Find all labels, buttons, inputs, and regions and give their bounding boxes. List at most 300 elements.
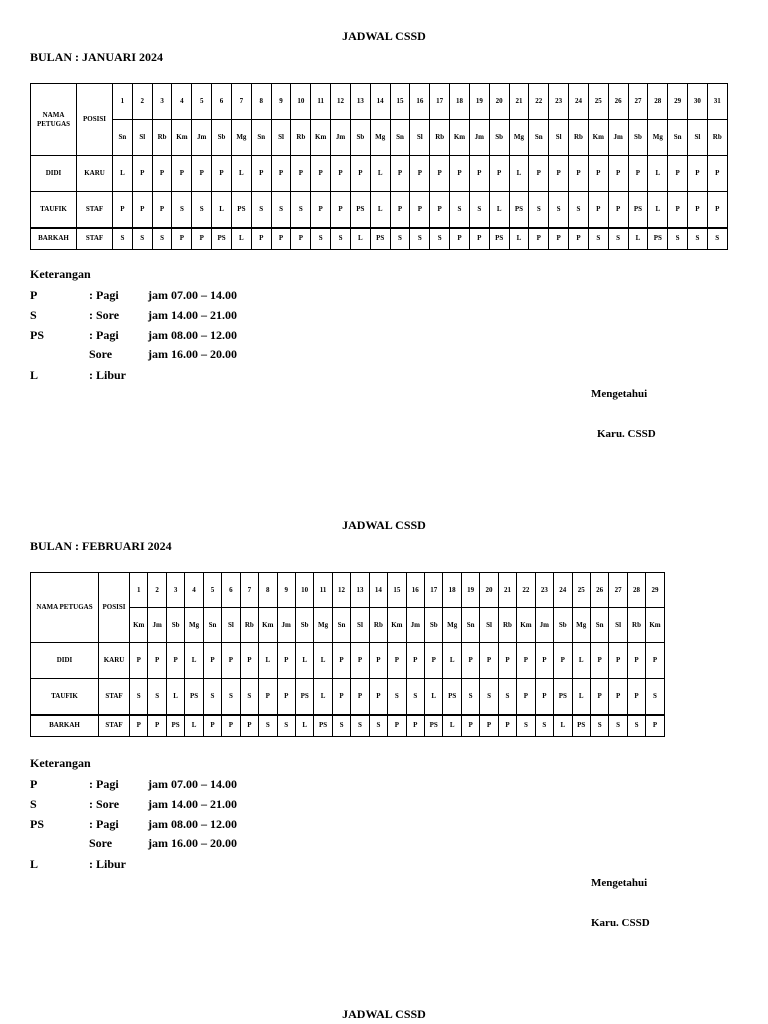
shift-cell: L xyxy=(443,643,461,679)
date-cell: 11 xyxy=(311,84,331,120)
shift-cell: P xyxy=(406,643,424,679)
date-cell: 26 xyxy=(590,573,608,608)
shift-cell: P xyxy=(627,643,645,679)
weekday-cell: Rb xyxy=(707,120,727,156)
shift-cell: S xyxy=(707,228,727,250)
date-cell: 20 xyxy=(489,84,509,120)
shift-cell: P xyxy=(469,156,489,192)
weekday-cell: Km xyxy=(450,120,470,156)
weekday-cell: Sl xyxy=(222,608,240,643)
page-title: JADWAL CSSD xyxy=(342,518,426,532)
weekday-cell: Sn xyxy=(251,120,271,156)
table-row xyxy=(31,643,665,679)
shift-cell: S xyxy=(590,715,608,737)
shift-cell: P xyxy=(410,156,430,192)
shift-cell: L xyxy=(509,228,529,250)
legend: Keterangan P : Pagi jam 07.00 – 14.00 S : Sore jam 14.00 – 21.00 PS : Pagi jam 08.00 – 12.00 Sore jam 16.00 – 20.00 L : Libur xyxy=(30,267,237,382)
staff-position: STAF xyxy=(99,715,130,737)
shift-cell: P xyxy=(291,156,311,192)
date-cell: 29 xyxy=(646,573,664,608)
shift-cell: P xyxy=(569,228,589,250)
table-row xyxy=(31,228,728,250)
shift-cell: S xyxy=(148,679,166,715)
shift-cell: L xyxy=(443,715,461,737)
shift-cell: P xyxy=(590,679,608,715)
shift-cell: S xyxy=(271,192,291,228)
shift-cell: PS xyxy=(314,715,332,737)
shift-cell: PS xyxy=(628,192,648,228)
page-title: JADWAL CSSD xyxy=(342,1007,426,1021)
shift-cell: S xyxy=(251,192,271,228)
date-cell: 16 xyxy=(410,84,430,120)
signature-acknowledge: Mengetahui xyxy=(591,877,648,889)
date-cell: 17 xyxy=(425,573,443,608)
shift-cell: P xyxy=(450,156,470,192)
weekday-cell: Rb xyxy=(498,608,516,643)
shift-cell: P xyxy=(166,643,184,679)
legend: Keterangan P : Pagi jam 07.00 – 14.00 S : Sore jam 14.00 – 21.00 PS : Pagi jam 08.00 – 12.00 Sore jam 16.00 – 20.00 L : Libur xyxy=(30,756,237,871)
shift-cell: S xyxy=(351,715,369,737)
weekday-cell: Sb xyxy=(166,608,184,643)
weekday-cell: Mg xyxy=(314,608,332,643)
date-cell: 12 xyxy=(331,84,351,120)
shift-cell: PS xyxy=(443,679,461,715)
shift-cell: P xyxy=(277,643,295,679)
shift-cell: P xyxy=(388,715,406,737)
shift-cell: P xyxy=(410,192,430,228)
shift-cell: L xyxy=(572,643,590,679)
page-title: JADWAL CSSD xyxy=(342,29,426,43)
shift-cell: P xyxy=(461,715,479,737)
weekday-cell: Sl xyxy=(688,120,708,156)
weekday-cell: Sn xyxy=(529,120,549,156)
shift-cell: P xyxy=(688,156,708,192)
shift-cell: P xyxy=(529,228,549,250)
shift-cell: S xyxy=(222,679,240,715)
shift-cell: P xyxy=(628,156,648,192)
weekday-cell: Rb xyxy=(430,120,450,156)
shift-cell: P xyxy=(192,228,212,250)
weekday-cell: Rb xyxy=(291,120,311,156)
shift-cell: L xyxy=(425,679,443,715)
shift-cell: S xyxy=(627,715,645,737)
date-cell: 10 xyxy=(291,84,311,120)
shift-cell: L xyxy=(212,192,232,228)
date-cell: 29 xyxy=(668,84,688,120)
month-label: BULAN : FEBRUARI 2024 xyxy=(30,539,172,553)
shift-cell: P xyxy=(332,679,350,715)
shift-cell: S xyxy=(498,679,516,715)
shift-cell: P xyxy=(549,156,569,192)
weekday-cell: Sl xyxy=(351,608,369,643)
shift-cell: S xyxy=(113,228,133,250)
staff-name: TAUFIK xyxy=(31,679,99,715)
weekday-cell: Rb xyxy=(627,608,645,643)
shift-cell: P xyxy=(240,715,258,737)
signature-role: Karu. CSSD xyxy=(591,917,650,929)
shift-cell: PS xyxy=(295,679,313,715)
date-cell: 6 xyxy=(212,84,232,120)
signature-acknowledge: Mengetahui xyxy=(591,388,648,400)
date-cell: 6 xyxy=(222,573,240,608)
shift-cell: PS xyxy=(212,228,232,250)
legend-heading: Keterangan xyxy=(30,267,91,281)
weekday-cell: Mg xyxy=(648,120,668,156)
date-cell: 7 xyxy=(240,573,258,608)
shift-cell: PS xyxy=(166,715,184,737)
date-cell: 7 xyxy=(231,84,251,120)
shift-cell: L xyxy=(314,643,332,679)
weekday-cell: Km xyxy=(388,608,406,643)
shift-cell: P xyxy=(203,643,221,679)
shift-cell: PS xyxy=(350,192,370,228)
staff-position: KARU xyxy=(99,643,130,679)
shift-cell: S xyxy=(480,679,498,715)
shift-cell: P xyxy=(588,192,608,228)
weekday-cell: Mg xyxy=(231,120,251,156)
weekday-cell: Sb xyxy=(425,608,443,643)
weekday-cell: Sn xyxy=(461,608,479,643)
shift-cell: S xyxy=(332,715,350,737)
date-cell: 26 xyxy=(608,84,628,120)
shift-cell: P xyxy=(469,228,489,250)
weekday-cell: Km xyxy=(311,120,331,156)
shift-cell: P xyxy=(517,679,535,715)
date-cell: 2 xyxy=(148,573,166,608)
date-cell: 3 xyxy=(152,84,172,120)
weekday-cell: Mg xyxy=(509,120,529,156)
weekday-cell: Km xyxy=(130,608,148,643)
staff-position: STAF xyxy=(77,192,113,228)
shift-cell: P xyxy=(480,715,498,737)
shift-cell: L xyxy=(113,156,133,192)
weekday-cell: Mg xyxy=(185,608,203,643)
shift-cell: P xyxy=(707,192,727,228)
shift-cell: P xyxy=(113,192,133,228)
shift-cell: P xyxy=(332,643,350,679)
shift-cell: S xyxy=(410,228,430,250)
weekday-cell: Sl xyxy=(609,608,627,643)
shift-cell: P xyxy=(130,715,148,737)
shift-cell: P xyxy=(569,156,589,192)
shift-cell: L xyxy=(231,156,251,192)
date-cell: 28 xyxy=(627,573,645,608)
shift-cell: P xyxy=(535,643,553,679)
shift-cell: P xyxy=(549,228,569,250)
table-row xyxy=(31,679,665,715)
date-cell: 13 xyxy=(350,84,370,120)
shift-cell: L xyxy=(295,715,313,737)
shift-cell: P xyxy=(350,156,370,192)
shift-cell: S xyxy=(203,679,221,715)
shift-cell: P xyxy=(351,679,369,715)
staff-position: STAF xyxy=(99,679,130,715)
shift-cell: S xyxy=(450,192,470,228)
shift-cell: P xyxy=(148,715,166,737)
shift-cell: PS xyxy=(425,715,443,737)
shift-cell: P xyxy=(203,715,221,737)
weekday-cell: Sb xyxy=(554,608,572,643)
shift-cell: PS xyxy=(509,192,529,228)
shift-cell: L xyxy=(370,192,390,228)
shift-cell: L xyxy=(370,156,390,192)
date-cell: 2 xyxy=(132,84,152,120)
shift-cell: P xyxy=(430,156,450,192)
shift-cell: P xyxy=(331,192,351,228)
shift-cell: S xyxy=(277,715,295,737)
shift-cell: P xyxy=(608,192,628,228)
shift-cell: L xyxy=(231,228,251,250)
date-cell: 5 xyxy=(192,84,212,120)
staff-name: DIDI xyxy=(31,156,77,192)
header-position: POSISI xyxy=(99,573,130,643)
date-cell: 21 xyxy=(498,573,516,608)
shift-cell: S xyxy=(569,192,589,228)
shift-cell: P xyxy=(608,156,628,192)
weekday-cell: Sl xyxy=(271,120,291,156)
shift-cell: P xyxy=(588,156,608,192)
date-cell: 13 xyxy=(351,573,369,608)
staff-name: BARKAH xyxy=(31,228,77,250)
date-cell: 15 xyxy=(390,84,410,120)
shift-cell: P xyxy=(390,192,410,228)
weekday-cell: Sn xyxy=(113,120,133,156)
shift-cell: S xyxy=(369,715,387,737)
shift-cell: L xyxy=(350,228,370,250)
date-cell: 3 xyxy=(166,573,184,608)
shift-cell: S xyxy=(529,192,549,228)
shift-cell: S xyxy=(430,228,450,250)
shift-cell: P xyxy=(627,679,645,715)
shift-cell: P xyxy=(609,679,627,715)
date-cell: 20 xyxy=(480,573,498,608)
shift-cell: P xyxy=(132,156,152,192)
shift-cell: S xyxy=(608,228,628,250)
weekday-cell: Mg xyxy=(572,608,590,643)
date-cell: 10 xyxy=(295,573,313,608)
shift-cell: P xyxy=(390,156,410,192)
weekday-cell: Jm xyxy=(192,120,212,156)
date-cell: 15 xyxy=(388,573,406,608)
shift-cell: L xyxy=(509,156,529,192)
shift-cell: P xyxy=(291,228,311,250)
shift-cell: P xyxy=(251,156,271,192)
staff-position: STAF xyxy=(77,228,113,250)
shift-cell: P xyxy=(425,643,443,679)
shift-cell: P xyxy=(406,715,424,737)
weekday-cell: Jm xyxy=(331,120,351,156)
shift-cell: L xyxy=(554,715,572,737)
shift-cell: P xyxy=(498,715,516,737)
shift-cell: P xyxy=(646,715,664,737)
weekday-cell: Jm xyxy=(469,120,489,156)
shift-cell: P xyxy=(529,156,549,192)
date-cell: 31 xyxy=(707,84,727,120)
date-cell: 12 xyxy=(332,573,350,608)
date-cell: 1 xyxy=(130,573,148,608)
shift-cell: S xyxy=(588,228,608,250)
staff-name: DIDI xyxy=(31,643,99,679)
staff-name: BARKAH xyxy=(31,715,99,737)
shift-cell: P xyxy=(132,192,152,228)
weekday-cell: Sl xyxy=(132,120,152,156)
weekday-cell: Sn xyxy=(668,120,688,156)
shift-cell: P xyxy=(222,643,240,679)
shift-cell: P xyxy=(240,643,258,679)
weekday-cell: Sn xyxy=(203,608,221,643)
weekday-cell: Sb xyxy=(489,120,509,156)
weekday-cell: Sb xyxy=(350,120,370,156)
legend-heading: Keterangan xyxy=(30,756,91,770)
shift-cell: S xyxy=(390,228,410,250)
shift-cell: P xyxy=(480,643,498,679)
weekday-cell: Sb xyxy=(628,120,648,156)
shift-cell: P xyxy=(554,643,572,679)
weekday-cell: Rb xyxy=(369,608,387,643)
shift-cell: L xyxy=(489,192,509,228)
shift-cell: S xyxy=(291,192,311,228)
weekday-cell: Jm xyxy=(608,120,628,156)
shift-cell: S xyxy=(469,192,489,228)
shift-cell: P xyxy=(277,679,295,715)
date-cell: 4 xyxy=(172,84,192,120)
weekday-cell: Jm xyxy=(535,608,553,643)
weekday-cell: Mg xyxy=(370,120,390,156)
schedule-table-january xyxy=(30,83,728,250)
date-cell: 24 xyxy=(554,573,572,608)
shift-cell: P xyxy=(646,643,664,679)
weekday-cell: Km xyxy=(259,608,277,643)
table-row xyxy=(31,192,728,228)
shift-cell: S xyxy=(130,679,148,715)
header-name: NAMA PETUGAS xyxy=(31,84,77,156)
weekday-cell: Km xyxy=(646,608,664,643)
shift-cell: P xyxy=(172,228,192,250)
date-cell: 27 xyxy=(628,84,648,120)
date-cell: 19 xyxy=(469,84,489,120)
shift-cell: L xyxy=(259,643,277,679)
weekday-cell: Sn xyxy=(390,120,410,156)
shift-cell: PS xyxy=(572,715,590,737)
shift-cell: L xyxy=(648,156,668,192)
weekday-cell: Rb xyxy=(152,120,172,156)
date-cell: 14 xyxy=(369,573,387,608)
shift-cell: PS xyxy=(648,228,668,250)
date-cell: 30 xyxy=(688,84,708,120)
shift-cell: P xyxy=(152,192,172,228)
shift-cell: L xyxy=(314,679,332,715)
shift-cell: S xyxy=(688,228,708,250)
shift-cell: PS xyxy=(231,192,251,228)
shift-cell: S xyxy=(535,715,553,737)
header-name: NAMA PETUGAS xyxy=(31,573,99,643)
shift-cell: L xyxy=(572,679,590,715)
date-cell: 18 xyxy=(450,84,470,120)
date-cell: 21 xyxy=(509,84,529,120)
shift-cell: P xyxy=(152,156,172,192)
shift-cell: L xyxy=(185,715,203,737)
weekday-cell: Jm xyxy=(406,608,424,643)
shift-cell: S xyxy=(132,228,152,250)
shift-cell: P xyxy=(222,715,240,737)
date-cell: 22 xyxy=(529,84,549,120)
weekday-cell: Sb xyxy=(212,120,232,156)
shift-cell: P xyxy=(517,643,535,679)
weekday-cell: Sn xyxy=(332,608,350,643)
weekday-cell: Sb xyxy=(295,608,313,643)
shift-cell: S xyxy=(461,679,479,715)
weekday-cell: Jm xyxy=(148,608,166,643)
shift-cell: L xyxy=(648,192,668,228)
shift-cell: P xyxy=(388,643,406,679)
shift-cell: P xyxy=(450,228,470,250)
date-cell: 4 xyxy=(185,573,203,608)
date-cell: 9 xyxy=(271,84,291,120)
weekday-cell: Jm xyxy=(277,608,295,643)
date-cell: 16 xyxy=(406,573,424,608)
shift-cell: P xyxy=(609,643,627,679)
signature-role: Karu. CSSD xyxy=(597,428,656,440)
shift-cell: S xyxy=(311,228,331,250)
date-cell: 17 xyxy=(430,84,450,120)
shift-cell: S xyxy=(388,679,406,715)
shift-cell: L xyxy=(185,643,203,679)
staff-position: KARU xyxy=(77,156,113,192)
month-label: BULAN : JANUARI 2024 xyxy=(30,50,164,64)
shift-cell: P xyxy=(251,228,271,250)
shift-cell: P xyxy=(271,228,291,250)
shift-cell: P xyxy=(148,643,166,679)
shift-cell: P xyxy=(535,679,553,715)
shift-cell: S xyxy=(406,679,424,715)
shift-cell: P xyxy=(351,643,369,679)
shift-cell: S xyxy=(172,192,192,228)
table-row xyxy=(31,156,728,192)
shift-cell: S xyxy=(668,228,688,250)
date-cell: 8 xyxy=(251,84,271,120)
date-cell: 23 xyxy=(535,573,553,608)
weekday-cell: Km xyxy=(517,608,535,643)
date-cell: 11 xyxy=(314,573,332,608)
shift-cell: P xyxy=(668,156,688,192)
date-cell: 1 xyxy=(113,84,133,120)
shift-cell: P xyxy=(369,679,387,715)
staff-name: TAUFIK xyxy=(31,192,77,228)
shift-cell: P xyxy=(172,156,192,192)
table-row xyxy=(31,715,665,737)
shift-cell: P xyxy=(498,643,516,679)
shift-cell: P xyxy=(369,643,387,679)
date-cell: 24 xyxy=(569,84,589,120)
date-cell: 18 xyxy=(443,573,461,608)
date-cell: 23 xyxy=(549,84,569,120)
header-position: POSISI xyxy=(77,84,113,156)
weekday-cell: Sl xyxy=(480,608,498,643)
date-cell: 27 xyxy=(609,573,627,608)
shift-cell: L xyxy=(295,643,313,679)
shift-cell: PS xyxy=(554,679,572,715)
shift-cell: P xyxy=(192,156,212,192)
weekday-cell: Rb xyxy=(569,120,589,156)
shift-cell: S xyxy=(549,192,569,228)
shift-cell: P xyxy=(668,192,688,228)
shift-cell: S xyxy=(240,679,258,715)
date-cell: 5 xyxy=(203,573,221,608)
shift-cell: L xyxy=(166,679,184,715)
shift-cell: S xyxy=(609,715,627,737)
schedule-table-february xyxy=(30,572,665,737)
shift-cell: P xyxy=(590,643,608,679)
